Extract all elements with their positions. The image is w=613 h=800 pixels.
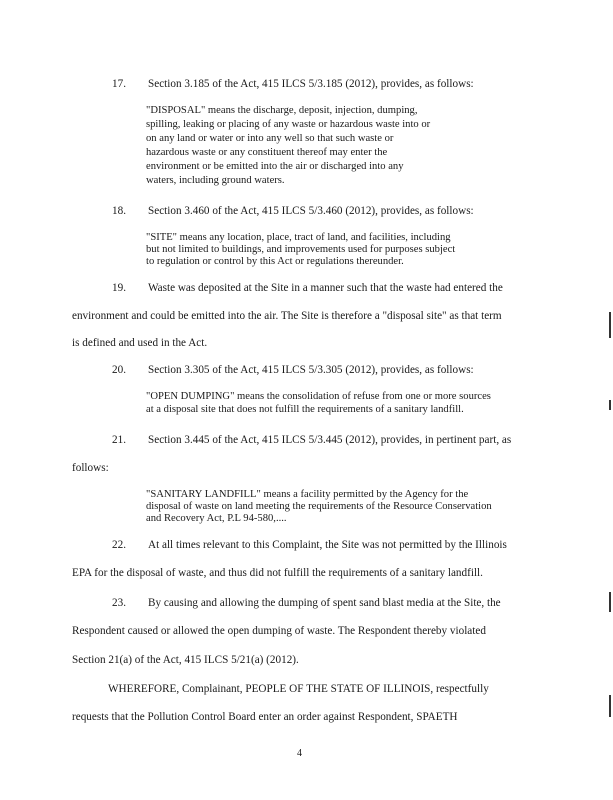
quote-line: at a disposal site that does not fulfill the requirements of a sanitary landfill.: [146, 404, 464, 415]
quote-line: hazardous waste or any constituent thereof may enter the: [146, 147, 388, 158]
paragraph-line: EPA for the disposal of waste, and thus did not fulfill the requirements of a sanitary landfill.: [72, 567, 483, 579]
paragraph-line: is defined and used in the Act.: [72, 337, 208, 349]
quote-line: and Recovery Act, P.L 94-580,....: [146, 513, 287, 524]
quote-line: "OPEN DUMPING" means the consolidation of refuse from one or more sources: [146, 391, 491, 402]
quote-line: "SITE" means any location, place, tract of land, and facilities, including: [146, 232, 451, 243]
paragraph-line: follows:: [72, 462, 109, 474]
scan-edge-mark: [609, 312, 611, 338]
paragraph-number: 23.: [112, 597, 126, 609]
scan-edge-mark: [609, 400, 611, 410]
paragraph-number: 21.: [112, 434, 126, 446]
quote-line: to regulation or control by this Act or regulations thereunder.: [146, 256, 404, 267]
scan-edge-mark: [609, 695, 611, 717]
paragraph-line: Respondent caused or allowed the open dumping of waste. The Respondent thereby violated: [72, 625, 486, 637]
paragraph-intro: Section 3.185 of the Act, 415 ILCS 5/3.185 (2012), provides, as follows:: [148, 78, 474, 90]
quote-line: but not limited to buildings, and improvements used for purposes subject: [146, 244, 456, 255]
quote-line: disposal of waste on land meeting the requirements of the Resource Conservation: [146, 501, 492, 512]
paragraph-number: 18.: [112, 205, 126, 217]
paragraph-number: 17.: [112, 78, 126, 90]
paragraph-number: 19.: [112, 282, 126, 294]
quote-line: "DISPOSAL" means the discharge, deposit, injection, dumping,: [146, 105, 418, 116]
paragraph-intro: Section 3.305 of the Act, 415 ILCS 5/3.305 (2012), provides, as follows:: [148, 364, 474, 376]
paragraph-line: environment and could be emitted into the air. The Site is therefore a "disposal site" as that term: [72, 310, 502, 322]
quote-line: environment or be emitted into the air or discharged into any: [146, 161, 404, 172]
paragraph-line: Section 3.445 of the Act, 415 ILCS 5/3.445 (2012), provides, in pertinent part, as: [148, 434, 512, 446]
quote-line: "SANITARY LANDFILL" means a facility permitted by the Agency for the: [146, 489, 469, 500]
scan-edge-mark: [609, 592, 611, 612]
paragraph-intro: Section 3.460 of the Act, 415 ILCS 5/3.460 (2012), provides, as follows:: [148, 205, 474, 217]
paragraph-number: 22.: [112, 539, 126, 551]
paragraph-line: Waste was deposited at the Site in a manner such that the waste had entered the: [148, 282, 503, 294]
paragraph-line: requests that the Pollution Control Board enter an order against Respondent, SPAETH: [72, 711, 458, 723]
paragraph-number: 20.: [112, 364, 126, 376]
paragraph-line: Section 21(a) of the Act, 415 ILCS 5/21(a) (2012).: [72, 654, 299, 666]
quote-line: on any land or water or into any well so that such waste or: [146, 133, 394, 144]
quote-line: spilling, leaking or placing of any waste or hazardous waste into or: [146, 119, 431, 130]
paragraph-line: At all times relevant to this Complaint, the Site was not permitted by the Illinois: [148, 539, 507, 551]
paragraph-line: By causing and allowing the dumping of spent sand blast media at the Site, the: [148, 597, 501, 609]
page-number: 4: [297, 748, 302, 759]
quote-line: waters, including ground waters.: [146, 175, 285, 186]
paragraph-line: WHEREFORE, Complainant, PEOPLE OF THE STATE OF ILLINOIS, respectfully: [108, 683, 489, 695]
